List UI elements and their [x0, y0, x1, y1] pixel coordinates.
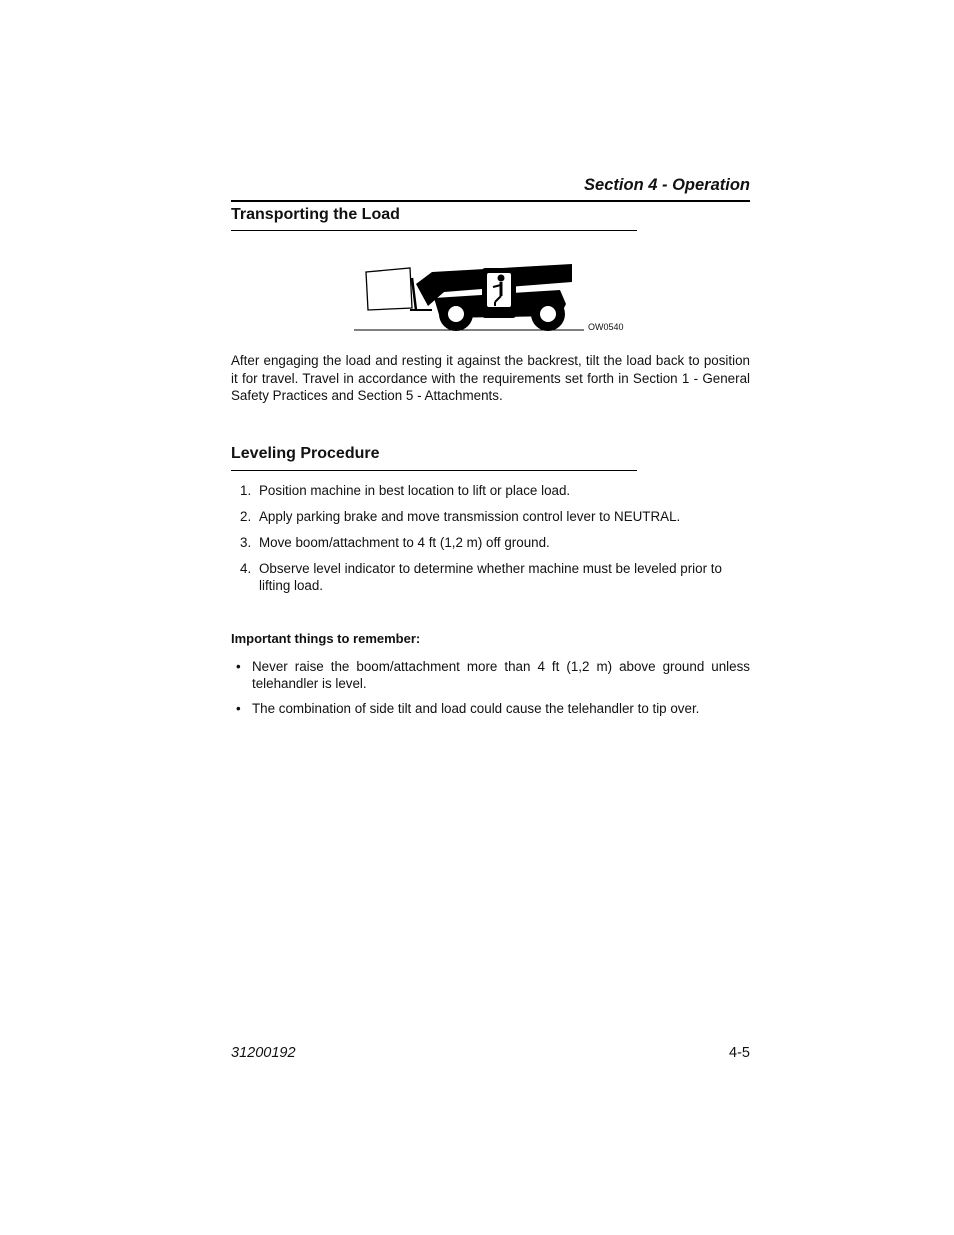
list-item [231, 534, 750, 551]
heading-rule [231, 230, 637, 231]
heading-leveling-procedure: Leveling Procedure [231, 445, 380, 462]
section-header: Section 4 - Operation [584, 176, 750, 194]
heading-rule [231, 470, 637, 471]
list-item [231, 560, 750, 594]
step-number: 2. [240, 509, 252, 524]
step-number: 4. [240, 561, 252, 576]
page-number: 4-5 [729, 1045, 750, 1061]
header-rule [231, 200, 750, 202]
step-text: Observe level indicator to determine whether machine must be leveled prior to lifting load. [259, 561, 722, 593]
step-number: 1. [240, 483, 252, 498]
bullet-text: Never raise the boom/attachment more than 4 ft (1,2 m) above ground unless telehandler is level. [252, 659, 750, 691]
leveling-steps-list [231, 482, 750, 603]
list-item [231, 700, 750, 717]
step-text: Apply parking brake and move transmission control lever to NEUTRAL. [259, 509, 681, 524]
figure-label: OW0540 [588, 322, 624, 332]
list-item [231, 482, 750, 499]
heading-transporting-the-load: Transporting the Load [231, 206, 400, 223]
step-number: 3. [240, 535, 252, 550]
list-item [231, 658, 750, 692]
list-item [231, 508, 750, 525]
bullet-mark: • [236, 659, 241, 674]
bullet-text: The combination of side tilt and load could cause the telehandler to tip over. [252, 701, 700, 716]
step-text: Move boom/attachment to 4 ft (1,2 m) off ground. [259, 535, 550, 550]
transport-paragraph: After engaging the load and resting it against the backrest, tilt the load back to position it for travel. Travel in accordance with the requirements set forth in Section 1 - General Safety Practices and Section 5 - Attachments. [231, 353, 750, 403]
important-list [231, 658, 750, 725]
bullet-mark: • [236, 701, 241, 716]
important-heading: Important things to remember: [231, 631, 421, 646]
document-number: 31200192 [231, 1045, 296, 1061]
step-text: Position machine in best location to lift or place load. [259, 483, 571, 498]
